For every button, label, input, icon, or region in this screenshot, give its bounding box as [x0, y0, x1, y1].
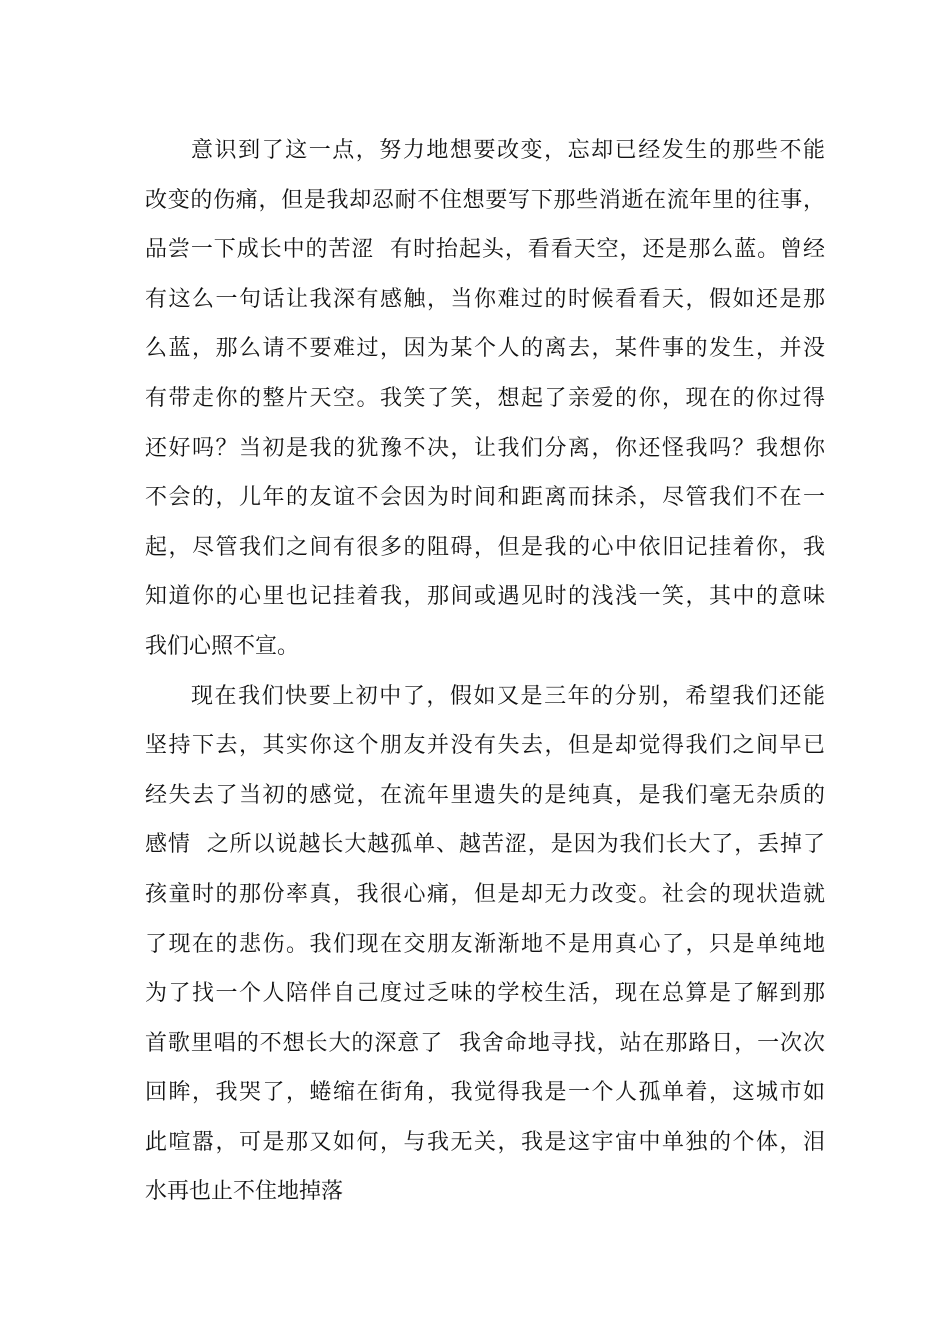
text-line: 不会的，儿年的友谊不会因为时间和距离而抹杀，尽管我们不在一 — [145, 485, 825, 511]
document-body — [145, 126, 825, 1217]
text-line: 坚持下去，其实你这个朋友并没有失去，但是却觉得我们之间早已 — [145, 733, 825, 759]
paragraph-1 — [145, 126, 825, 672]
text-line: 么蓝，那么请不要难过，因为某个人的离去，某件事的发生，并没 — [145, 336, 825, 362]
text-line: 意识到了这一点，努力地想要改变，忘却已经发生的那些不能 — [191, 138, 825, 163]
text-line: 感情 之所以说越长大越孤单、越苦涩，是因为我们长大了，丢掉了 — [145, 832, 825, 858]
text-line: 了现在的悲伤。我们现在交朋友渐渐地不是用真心了，只是单纯地 — [145, 931, 825, 957]
text-line: 我们心照不宣。 — [145, 633, 300, 659]
text-line: 此喧嚣，可是那又如何，与我无关，我是这宇宙中单独的个体，泪 — [145, 1129, 825, 1155]
text-line: 现在我们快要上初中了，假如又是三年的分别，希望我们还能 — [191, 683, 825, 709]
text-line: 为了找一个人陪伴自己度过乏味的学校生活，现在总算是了解到那 — [145, 981, 825, 1007]
text-line: 回眸，我哭了，蜷缩在街角，我觉得我是一个人孤单着，这城市如 — [145, 1080, 825, 1106]
text-line: 首歌里唱的不想长大的深意了 我舍命地寻找，站在那路日，一次次 — [145, 1030, 825, 1056]
text-line: 还好吗？当初是我的犹豫不决，让我们分离，你还怪我吗？我想你 — [145, 435, 825, 461]
text-line: 品尝一下成长中的苦涩 有时抬起头，看看天空，还是那么蓝。曾经 — [145, 237, 825, 263]
text-line: 知道你的心里也记挂着我，那间或遇见时的浅浅一笑，其中的意味 — [145, 584, 825, 610]
text-line: 有这么一句话让我深有感触，当你难过的时候看看天，假如还是那 — [145, 286, 825, 312]
paragraph-2 — [145, 672, 825, 1218]
text-line: 有带走你的整片天空。我笑了笑，想起了亲爱的你，现在的你过得 — [145, 385, 825, 411]
text-line: 水再也止不住地掉落 — [145, 1179, 344, 1205]
text-line: 经失去了当初的感觉，在流年里遗失的是纯真，是我们毫无杂质的 — [145, 782, 825, 808]
text-line: 孩童时的那份率真，我很心痛，但是却无力改变。社会的现状造就 — [145, 881, 825, 907]
text-line: 改变的伤痛，但是我却忍耐不住想要写下那些消逝在流年里的往事， — [145, 187, 825, 213]
text-line: 起，尽管我们之间有很多的阻碍，但是我的心中依旧记挂着你，我 — [145, 534, 825, 560]
